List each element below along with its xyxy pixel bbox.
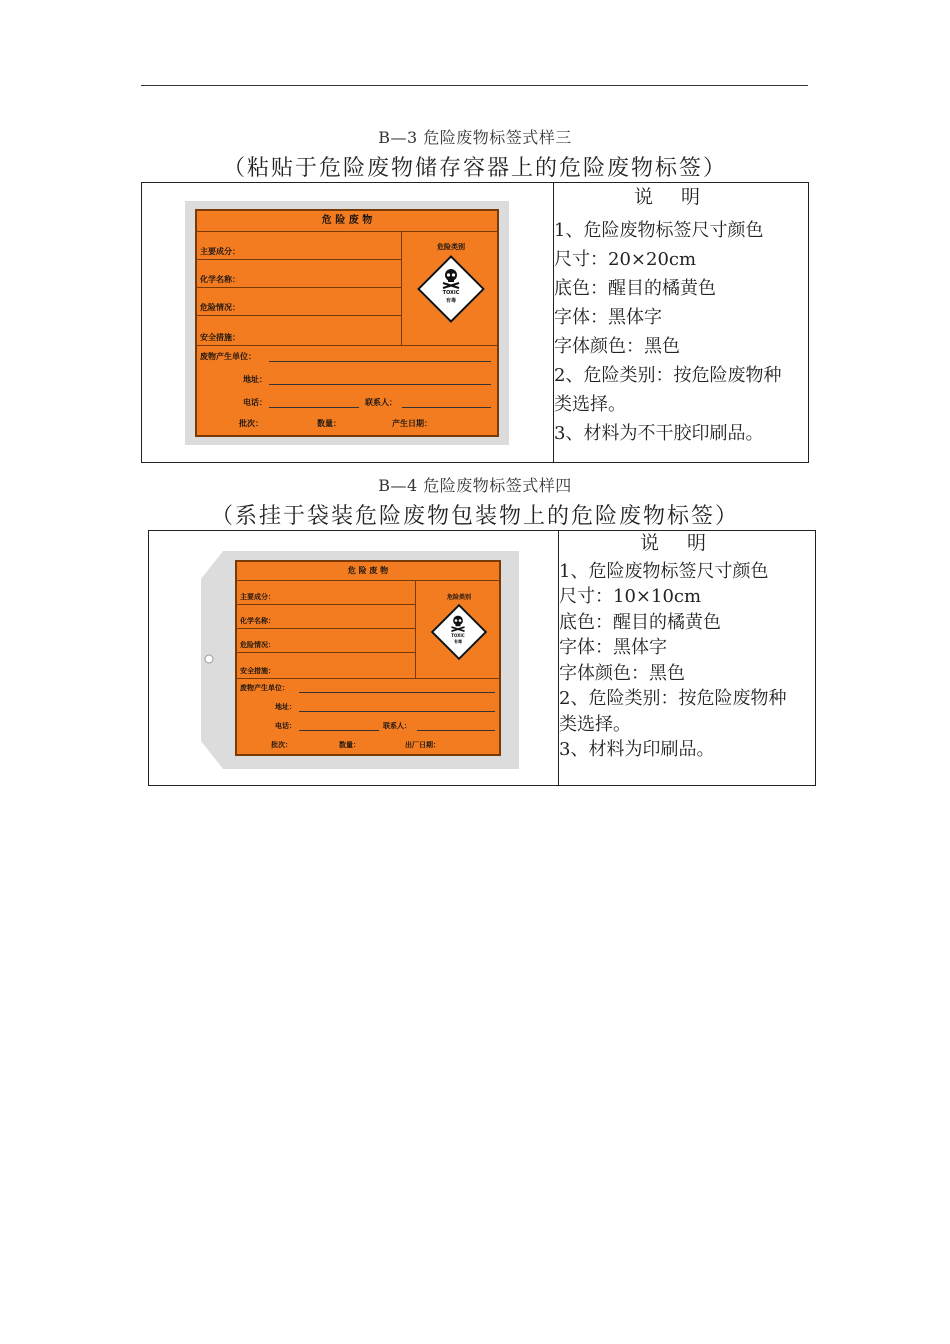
field-row: 安全措施： (237, 652, 499, 679)
sample3-table (141, 182, 809, 463)
header-rule (141, 85, 808, 86)
desc-heading: 说明 (633, 186, 728, 208)
toxic-en: TOXIC (442, 290, 460, 296)
sample4-description (559, 531, 816, 786)
label-title: 危 险 废 物 (237, 562, 499, 581)
field-row: 化学名称： (237, 604, 415, 629)
address-label: 地址： (243, 375, 267, 384)
batch-label: 批次： (239, 419, 263, 428)
phone-label: 电话： (275, 722, 296, 730)
desc-line: 尺寸：10×10cm (559, 586, 702, 607)
sample4-image-cell (149, 531, 559, 786)
field-row: 主要成分： (237, 580, 415, 605)
field-row: 危险情况： (197, 287, 401, 316)
field-row: 化学名称： (197, 259, 401, 288)
desc-line: 底色：醒目的橘黄色 (559, 611, 721, 633)
skull-icon (437, 614, 479, 634)
sample3-caption: B—3 危险废物标签式样三 (378, 128, 572, 147)
unit-label: 废物产生单位： (200, 352, 256, 361)
toxic-en: TOXIC (451, 633, 465, 638)
desc-line: 2、危险类别：按危险废物种 (554, 365, 782, 386)
desc-line: 1、危险废物标签尺寸颜色 (554, 220, 764, 241)
desc-line: 字体：黑体字 (559, 637, 667, 658)
desc-line: 字体颜色：黑色 (559, 662, 685, 684)
label-title: 危 险 废 物 (197, 211, 497, 232)
sample4-subcaption: （系挂于袋装危险废物包装物上的危险废物标签） (210, 504, 739, 529)
desc-line: 3、材料为不干胶印刷品。 (554, 423, 764, 444)
quantity-label: 数量： (339, 741, 360, 749)
desc-line: 2、危险类别：按危险废物种 (559, 688, 787, 709)
hazard-class-label: 危险类别 (446, 594, 471, 601)
desc-line: 类选择。 (554, 394, 626, 415)
batch-label: 批次： (271, 741, 292, 749)
field-row: 安全措施： (197, 315, 497, 346)
sample4-label (235, 560, 501, 756)
address-label: 地址： (275, 703, 296, 711)
desc-line: 字体：黑体字 (554, 307, 662, 328)
sample4-caption: B—4 危险废物标签式样四 (378, 476, 572, 495)
desc-heading: 说明 (639, 532, 734, 554)
desc-line: 类选择。 (559, 713, 631, 735)
hazard-class-label: 危险类别 (437, 243, 465, 251)
toxic-cn: 有毒 (454, 639, 462, 644)
date-label: 产生日期： (392, 419, 432, 428)
desc-line: 1、危险废物标签尺寸颜色 (559, 560, 769, 582)
field-row: 危险情况： (237, 628, 415, 653)
quantity-label: 数量： (317, 419, 341, 428)
date-label: 出厂日期： (405, 741, 440, 749)
desc-line: 尺寸：20×20cm (554, 249, 697, 270)
desc-line: 底色：醒目的橘黄色 (554, 278, 716, 299)
unit-label: 废物产生单位： (240, 684, 289, 692)
sample4-table (148, 530, 816, 786)
contact-label: 联系人： (383, 722, 411, 730)
phone-label: 电话： (243, 398, 267, 407)
sample3-description (554, 183, 809, 463)
desc-line: 3、材料为印刷品。 (559, 739, 715, 760)
toxic-cn: 有毒 (445, 298, 456, 304)
sample3-image-cell (142, 183, 554, 463)
skull-icon (427, 267, 475, 291)
sample3-label (195, 209, 499, 437)
sample3-subcaption: （粘贴于危险废物储存容器上的危险废物标签） (222, 156, 727, 181)
desc-line: 字体颜色：黑色 (554, 336, 680, 357)
field-row: 主要成分： (197, 231, 401, 260)
contact-label: 联系人： (365, 398, 397, 407)
